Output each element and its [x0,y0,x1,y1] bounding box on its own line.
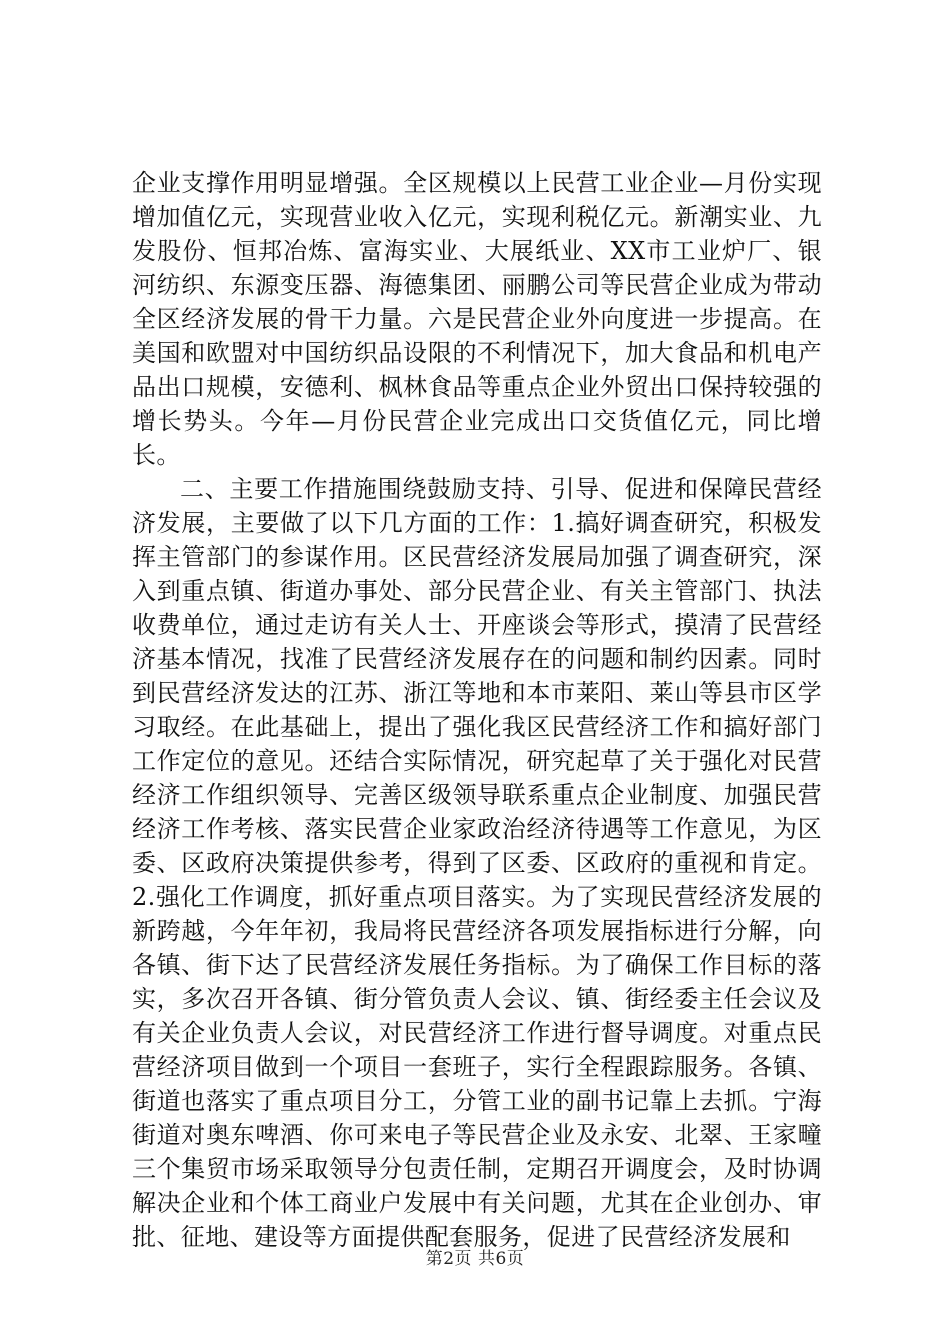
page-number-footer: 第2页 共6页 [425,1249,525,1269]
paragraph-2: 二、主要工作措施围绕鼓励支持、引导、促进和保障民营经济发展，主要做了以下几方面的工作：1.搞好调查研究，积极发挥主管部门的参谋作用。区民营经济发展局加强了调查研究，深入到重点镇、街道办事处、部分民营企业、有关主管部门、执法收费单位，通过走访有关人士、开座谈会等形式，摸清了民营经济基本情况，找准了民营经济发展存在的问题和制约因素。同时到民营经济发达的江苏、浙江等地和本市莱阳、莱山等县市区学习取经。在此基础上，提出了强化我区民营经济工作和搞好部门工作定位的意见。还结合实际情况，研究起草了关于强化对民营经济工作组织领导、完善区级领导联系重点企业制度、加强民营经济工作考核、落实民营企业家政治经济待遇等工作意见，为区委、区政府决策提供参考，得到了区委、区政府的重视和肯定。2.强化工作调度，抓好重点项目落实。为了实现民营经济发展的新跨越，今年年初，我局将民营经济各项发展指标进行分解，向各镇、街下达了民营经济发展任务指标。为了确保工作目标的落实，多次召开各镇、街分管负责人会议、镇、街经委主任会议及有关企业负责人会议，对民营经济工作进行督导调度。对重点民营经济项目做到一个项目一套班子，实行全程跟踪服务。各镇、街道也落实了重点项目分工，分管工业的副书记靠上去抓。宁海街道对奥东啤酒、你可来电子等民营企业及永安、北翠、王家疃三个集贸市场采取领导分包责任制，定期召开调度会，及时协调解决企业和个体工商业户发展中有关问题，尤其在企业创办、审批、征地、建设等方面提供配套服务，促进了民营经济发展和 [132,475,822,1251]
paragraph-1: 企业支撑作用明显增强。全区规模以上民营工业企业—月份实现增加值亿元，实现营业收入亿元，实现利税亿元。新潮实业、九发股份、恒邦冶炼、富海实业、大展纸业、XX市工业炉厂、银河纺织、东源变压器、海德集团、丽鹏公司等民营企业成为带动全区经济发展的骨干力量。六是民营企业外向度进一步提高。在美国和欧盟对中国纺织品设限的不利情况下，加大食品和机电产品出口规模，安德利、枫林食品等重点企业外贸出口保持较强的增长势头。今年—月份民营企业完成出口交货值亿元，同比增长。 [132,169,822,469]
document-body [132,166,822,1254]
